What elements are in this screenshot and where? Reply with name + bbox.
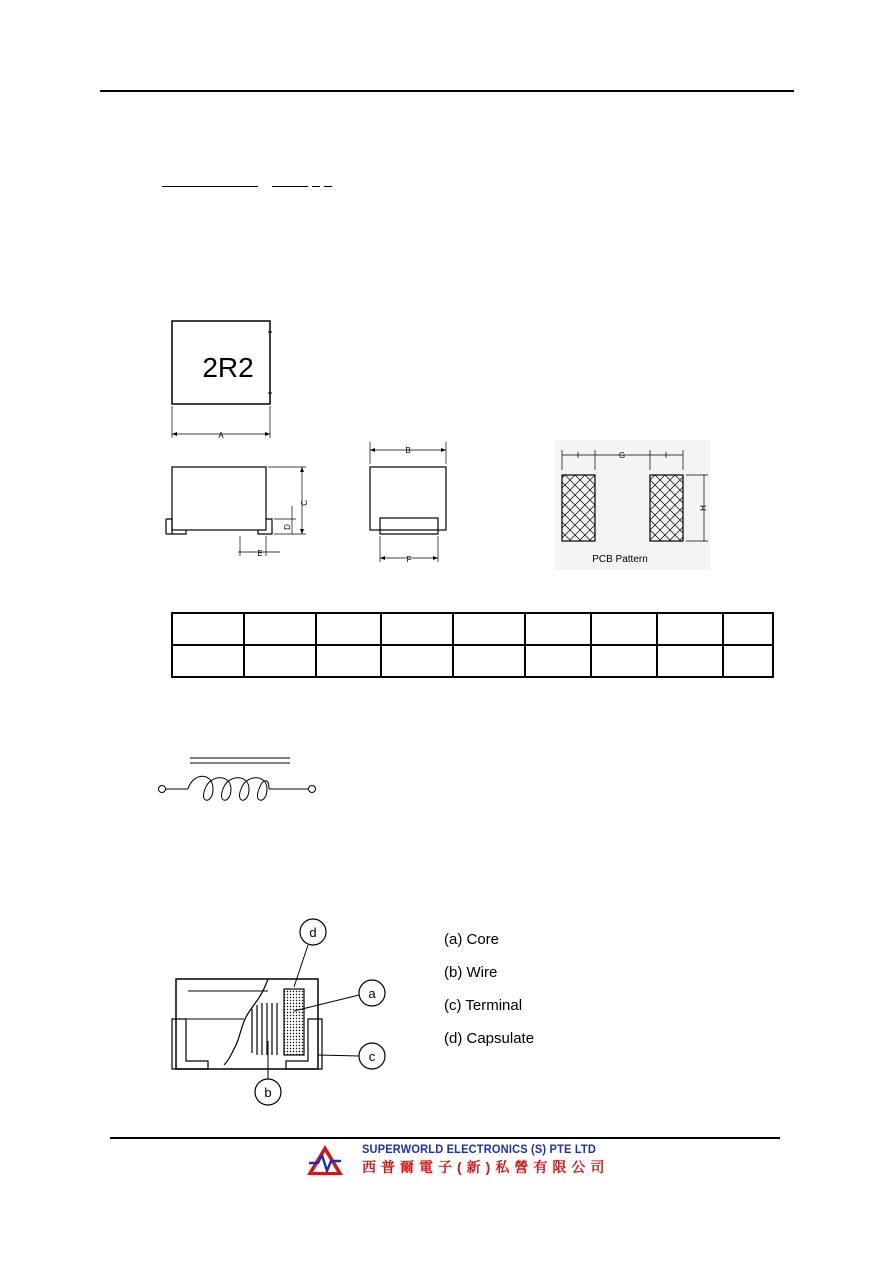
legend-core: (a) Core bbox=[444, 931, 500, 948]
pcb-pattern-caption: PCB Pattern bbox=[592, 554, 648, 565]
table-cell bbox=[657, 613, 723, 645]
legend-wire: (b) Wire bbox=[444, 964, 498, 981]
title-underline-3 bbox=[312, 186, 320, 187]
top-marking-text: 2R2 bbox=[202, 352, 254, 383]
dim-d-label: D bbox=[283, 524, 292, 530]
dim-g-label: G bbox=[618, 451, 626, 460]
dim-i-label-right: I bbox=[664, 451, 668, 460]
table-cell bbox=[172, 645, 244, 677]
dim-c-label: C bbox=[300, 500, 309, 506]
table-cell bbox=[723, 613, 773, 645]
table-cell bbox=[453, 613, 525, 645]
dim-a-label: A bbox=[218, 431, 224, 440]
callout-c-label: c bbox=[368, 1049, 376, 1064]
construction-drawing bbox=[160, 915, 400, 1111]
pcb-pattern bbox=[555, 440, 710, 570]
table-cell bbox=[453, 645, 525, 677]
table-row bbox=[172, 613, 773, 645]
title-underline-2 bbox=[272, 186, 308, 187]
table-cell bbox=[591, 645, 657, 677]
callout-b-label: b bbox=[264, 1085, 272, 1100]
dim-i-label-left: I bbox=[576, 451, 580, 460]
table-cell bbox=[244, 613, 316, 645]
table-cell bbox=[381, 613, 453, 645]
company-logo bbox=[305, 1143, 345, 1177]
header-rule bbox=[100, 90, 794, 92]
table-cell bbox=[525, 645, 591, 677]
title-underline-4 bbox=[324, 186, 332, 187]
table-cell bbox=[525, 613, 591, 645]
footer-rule bbox=[110, 1137, 780, 1139]
table-cell bbox=[381, 645, 453, 677]
table-cell bbox=[316, 613, 381, 645]
title-underline-1 bbox=[162, 186, 258, 187]
table-cell bbox=[723, 645, 773, 677]
package-drawing bbox=[150, 310, 730, 580]
legend-terminal: (c) Terminal bbox=[444, 997, 523, 1014]
inductor-symbol bbox=[155, 752, 325, 804]
dim-e-label: E bbox=[257, 549, 263, 558]
table-cell bbox=[591, 613, 657, 645]
table-cell bbox=[316, 645, 381, 677]
spec-table bbox=[171, 612, 774, 678]
legend-capsulate: (d) Capsulate bbox=[444, 1030, 535, 1047]
company-name-chinese: 西普爾電子(新)私營有限公司 bbox=[362, 1159, 610, 1175]
company-name-english: SUPERWORLD ELECTRONICS (S) PTE LTD bbox=[362, 1142, 597, 1156]
side-view bbox=[166, 467, 309, 558]
table-cell bbox=[244, 645, 316, 677]
top-view bbox=[172, 321, 272, 440]
table-cell bbox=[172, 613, 244, 645]
table-cell bbox=[657, 645, 723, 677]
end-view bbox=[370, 442, 446, 564]
dim-f-label: F bbox=[406, 555, 412, 564]
table-row bbox=[172, 645, 773, 677]
callout-a-label: a bbox=[368, 986, 376, 1001]
dim-b-label: B bbox=[405, 446, 411, 455]
callout-d-label: d bbox=[309, 925, 317, 940]
dim-h-label: H bbox=[699, 505, 708, 511]
